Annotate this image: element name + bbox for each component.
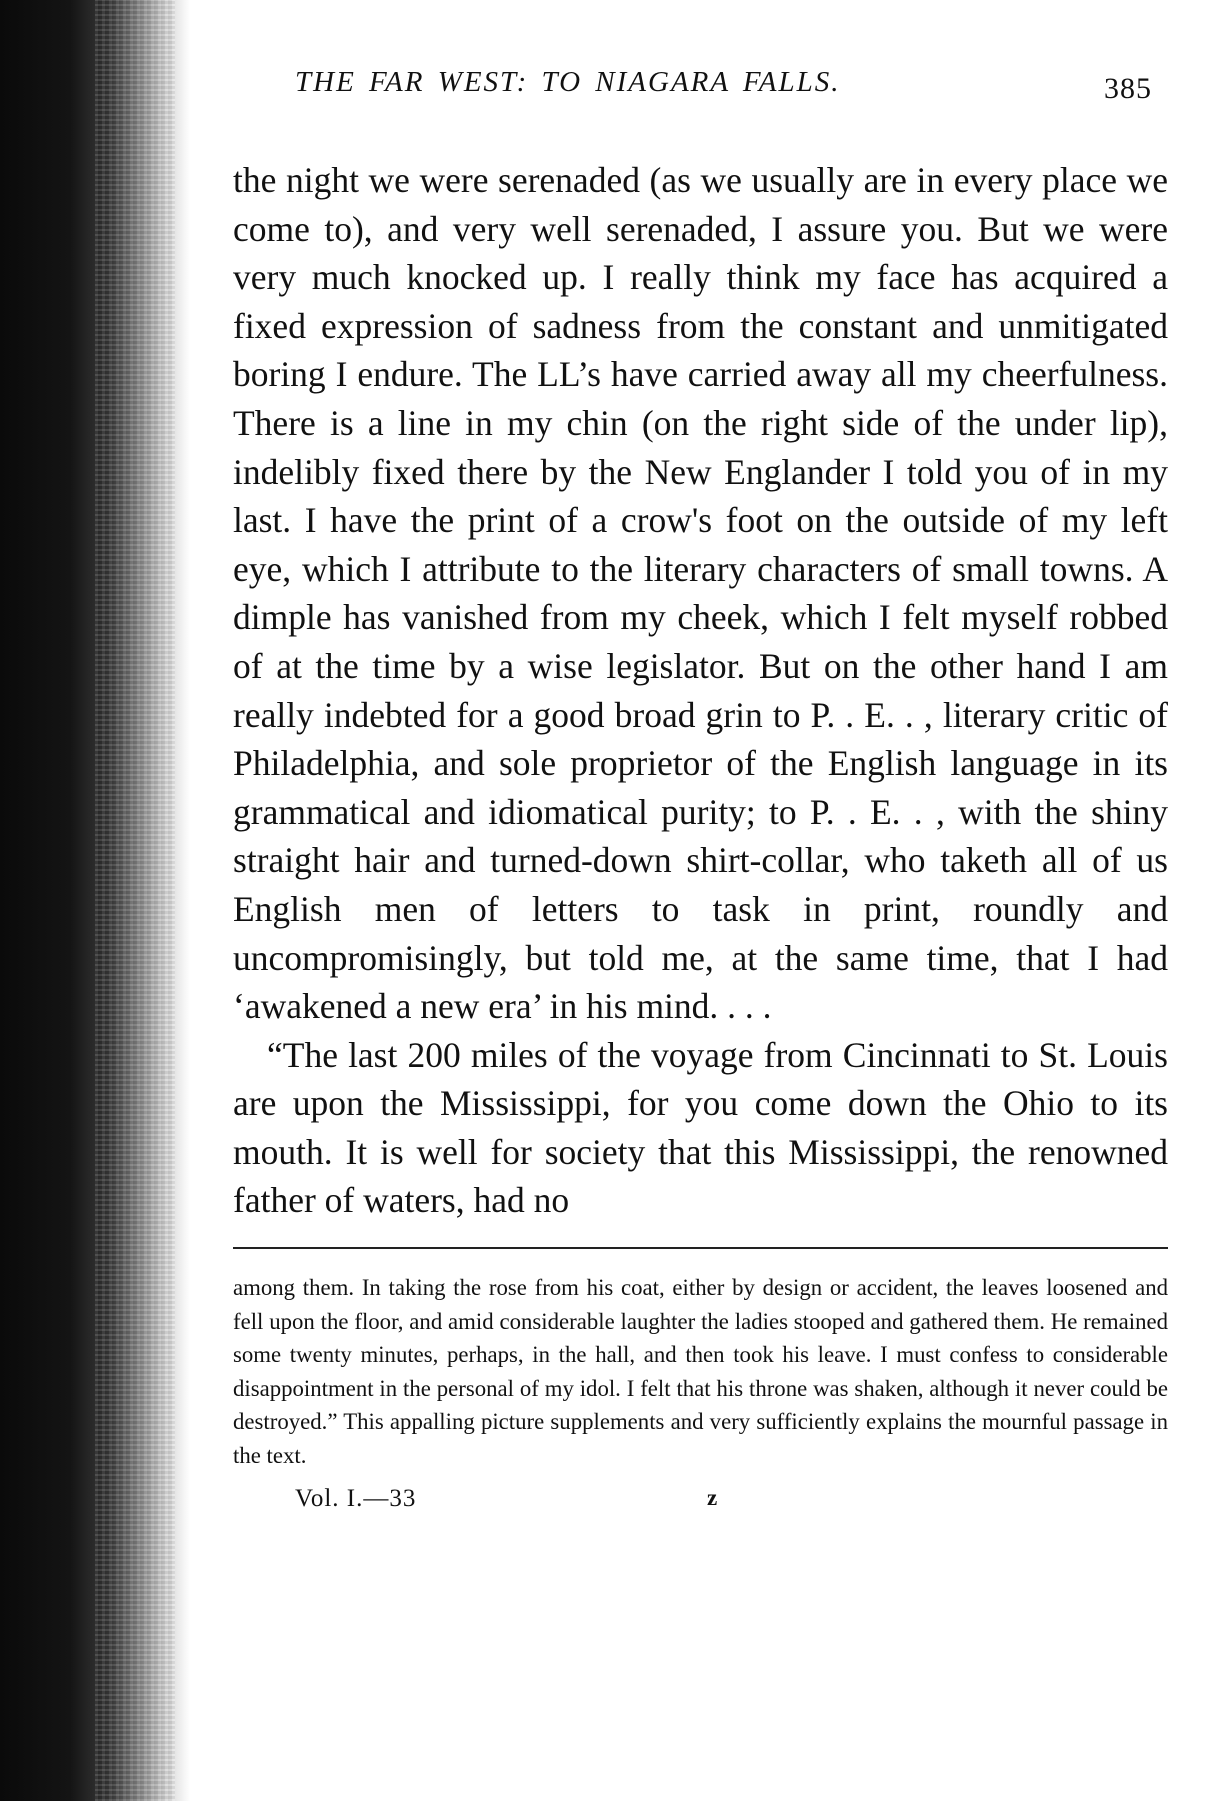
body-paragraph-2: “The last 200 miles of the voyage from Cincinnati to St. Louis are upon the Mississippi, for you come down the Ohio to its mouth. It is well for society that this Mississippi, the renowned father of waters, had no — [233, 1034, 1168, 1221]
footnote — [233, 1271, 1168, 1473]
signature-line — [233, 1481, 1168, 1521]
body-text — [233, 156, 1168, 1225]
footnote-text: among them. In taking the rose from his coat, either by design or accident, the leaves loosened and fell upon the floor, and amid considerable laughter the ladies stooped and gathered them. He remained some twenty minutes, perhaps, in the hall, and then took his leave. I must confess to considerable disappointment in the personal of my idol. I felt that his throne was shaken, although it never could be destroyed.” This appalling picture supplements and very sufficiently explains the mournful passage in the text. — [233, 1275, 1168, 1469]
binding-gutter-shadow — [0, 0, 190, 1801]
body-paragraph-1: the night we were serenaded (as we usually are in every place we come to), and very well serenaded, I assure you. But we were very much knocked up. I really think my face has acquired a fixed expression of sadness from the constant and unmitigated boring I endure. The LL’s have carried away all my cheerfulness. There is a line in my chin (on the right side of the under lip), indelibly fixed there by the New Englander I told you of in my last. I have the print of a crow's foot on the outside of my left eye, which I attribute to the literary characters of small towns. A dimple has vanished from my cheek, which I felt myself robbed of at the time by a wise legislator. But on the other hand I am really indebted for a good broad grin to P. . E. . , literary critic of Philadelphia, and sole proprietor of the English language in its grammatical and idiomatical purity; to P. . E. . , with the shiny straight hair and turned-down shirt-collar, who taketh all of us English men of letters to task in print, roundly and uncompromisingly, but told me, at the same time, that I had ‘awakened a new era’ in his mind. . . . — [233, 160, 1168, 1027]
gutter-texture — [95, 0, 175, 1801]
volume-signature: Vol. I.—33 — [295, 1484, 417, 1512]
running-head — [233, 58, 1168, 118]
footnote-divider — [233, 1247, 1168, 1249]
running-title: THE FAR WEST: TO NIAGARA FALLS. — [295, 66, 841, 98]
book-page — [233, 58, 1168, 1521]
gathering-mark: z — [707, 1484, 718, 1510]
page-number: 385 — [1104, 72, 1152, 105]
